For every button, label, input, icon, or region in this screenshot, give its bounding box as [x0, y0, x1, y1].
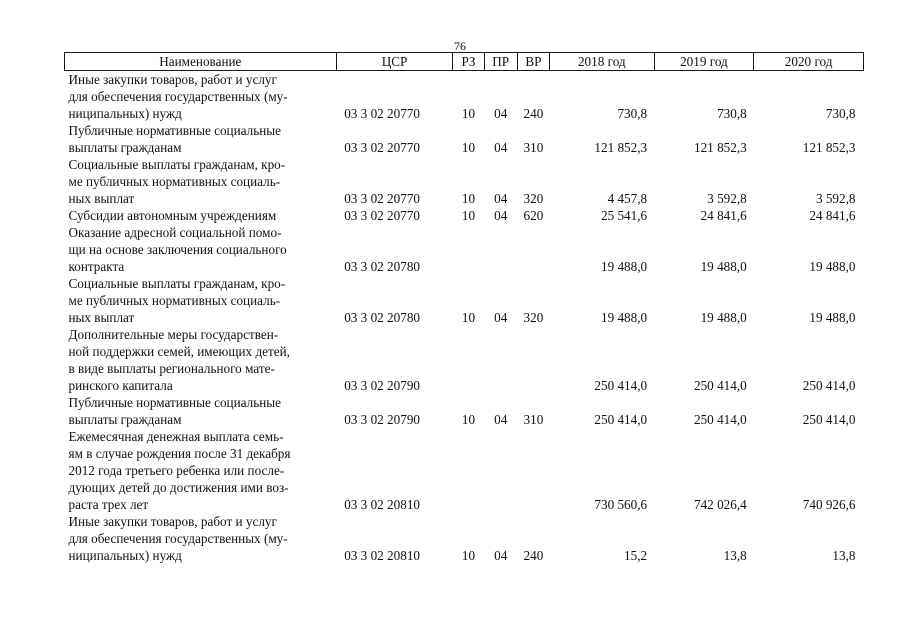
cell-2019: 730,8	[717, 106, 747, 121]
name-line: Публичные нормативные социальные	[68, 395, 281, 410]
cell-csr: 03 3 02 20770	[344, 208, 421, 223]
page-number: 76	[454, 39, 466, 53]
cell-2019: 13,8	[723, 548, 747, 563]
name-line: ных выплат	[68, 310, 135, 325]
name-line: ям в случае рождения после 31 декабря	[68, 446, 291, 461]
cell-pr: 04	[494, 548, 508, 563]
cell-vr: 240	[523, 548, 544, 563]
name-line: Субсидии автономным учреждениям	[68, 208, 277, 223]
cell-2020: 13,8	[832, 548, 856, 563]
cell-name	[65, 224, 337, 275]
cell-2018: 25 541,6	[600, 208, 648, 223]
cell-name	[65, 513, 337, 564]
cell-rz: 10	[461, 191, 476, 206]
cell-2020: 19 488,0	[809, 259, 856, 274]
cell-name	[65, 122, 337, 156]
cell-pr: 04	[494, 191, 508, 206]
cell-csr: 03 3 02 20780	[344, 310, 421, 325]
cell-2020: 3 592,8	[815, 191, 856, 206]
cell-2019: 121 852,3	[693, 140, 747, 155]
cell-name	[65, 156, 337, 207]
cell-2019: 250 414,0	[693, 412, 747, 427]
cell-rz: 10	[461, 412, 476, 427]
cell-vr: 620	[523, 208, 544, 223]
name-line: ниципальных) нужд	[68, 106, 182, 121]
cell-csr: 03 3 02 20790	[344, 378, 421, 393]
table-row	[65, 275, 864, 326]
cell-vr	[517, 224, 549, 275]
header-csr: ЦСР	[336, 53, 453, 71]
header-rz: РЗ	[453, 53, 484, 71]
cell-csr: 03 3 02 20770	[344, 106, 421, 121]
cell-rz	[453, 224, 484, 275]
cell-rz: 10	[461, 140, 476, 155]
budget-table	[64, 52, 864, 564]
cell-pr: 04	[494, 208, 508, 223]
table-row	[65, 513, 864, 564]
name-line: раста трех лет	[68, 497, 149, 512]
cell-2020: 19 488,0	[809, 310, 856, 325]
cell-2020: 730,8	[825, 106, 856, 121]
name-line: Дополнительные меры государствен-	[68, 327, 279, 342]
name-line: 2012 года третьего ребенка или после-	[68, 463, 285, 478]
cell-vr: 310	[523, 140, 544, 155]
table-row	[65, 326, 864, 394]
name-line: ме публичных нормативных социаль-	[68, 293, 281, 308]
cell-vr: 320	[523, 191, 544, 206]
name-line: ной поддержки семей, имеющих детей,	[68, 344, 290, 359]
cell-rz: 10	[461, 548, 476, 563]
name-line: в виде выплаты регионального мате-	[68, 361, 275, 376]
table-row	[65, 428, 864, 513]
cell-2020: 250 414,0	[802, 412, 856, 427]
cell-rz	[453, 428, 484, 513]
cell-2019: 3 592,8	[707, 191, 747, 206]
cell-2018: 15,2	[624, 548, 648, 563]
table-body	[65, 71, 864, 565]
cell-2018: 19 488,0	[600, 259, 648, 274]
cell-2018: 730 560,6	[594, 497, 648, 512]
header-vr: ВР	[517, 53, 549, 71]
table-header	[65, 53, 864, 71]
cell-vr	[517, 428, 549, 513]
cell-name	[65, 326, 337, 394]
table-row	[65, 71, 864, 123]
cell-rz: 10	[461, 106, 476, 121]
name-line: контракта	[68, 259, 125, 274]
name-line: Иные закупки товаров, работ и услуг	[68, 514, 277, 529]
cell-vr: 240	[523, 106, 544, 121]
cell-vr	[517, 326, 549, 394]
cell-2018: 250 414,0	[594, 378, 648, 393]
name-line: Социальные выплаты гражданам, кро-	[68, 157, 286, 172]
cell-2020: 121 852,3	[802, 140, 856, 155]
cell-csr: 03 3 02 20780	[344, 259, 421, 274]
name-line: Социальные выплаты гражданам, кро-	[68, 276, 286, 291]
cell-name	[65, 71, 337, 123]
cell-name	[65, 428, 337, 513]
name-line: выплаты гражданам	[68, 140, 182, 155]
cell-rz: 10	[461, 310, 476, 325]
cell-name	[65, 394, 337, 428]
name-line: для обеспечения государственных (му-	[68, 531, 288, 546]
name-line: дующих детей до достижения ими воз-	[68, 480, 289, 495]
cell-name	[65, 207, 337, 224]
cell-2019: 19 488,0	[700, 259, 747, 274]
cell-2020: 24 841,6	[809, 208, 856, 223]
cell-2018: 730,8	[617, 106, 648, 121]
table-row	[65, 207, 864, 224]
name-line: ме публичных нормативных социаль-	[68, 174, 281, 189]
cell-csr: 03 3 02 20770	[344, 191, 421, 206]
cell-2020: 740 926,6	[802, 497, 856, 512]
cell-2019: 742 026,4	[693, 497, 747, 512]
name-line: Иные закупки товаров, работ и услуг	[68, 72, 277, 87]
cell-2018: 250 414,0	[594, 412, 648, 427]
cell-2019: 250 414,0	[693, 378, 747, 393]
cell-pr	[484, 326, 517, 394]
table-row	[65, 156, 864, 207]
name-line: Оказание адресной социальной помо-	[68, 225, 282, 240]
table-row	[65, 122, 864, 156]
cell-vr: 320	[523, 310, 544, 325]
header-2019: 2019 год	[654, 53, 754, 71]
cell-2018: 4 457,8	[607, 191, 648, 206]
cell-rz: 10	[461, 208, 476, 223]
table-row	[65, 394, 864, 428]
name-line: ных выплат	[68, 191, 135, 206]
table-row	[65, 224, 864, 275]
cell-2019: 19 488,0	[700, 310, 747, 325]
name-line: Публичные нормативные социальные	[68, 123, 281, 138]
cell-rz	[453, 326, 484, 394]
cell-pr: 04	[494, 310, 508, 325]
name-line: ниципальных) нужд	[68, 548, 182, 563]
cell-csr: 03 3 02 20790	[344, 412, 421, 427]
cell-csr: 03 3 02 20810	[344, 497, 421, 512]
cell-2019: 24 841,6	[700, 208, 747, 223]
header-2018: 2018 год	[549, 53, 654, 71]
header-2020: 2020 год	[754, 53, 864, 71]
cell-pr: 04	[494, 106, 508, 121]
name-line: выплаты гражданам	[68, 412, 182, 427]
cell-pr	[484, 224, 517, 275]
name-line: ринского капитала	[68, 378, 173, 393]
name-line: Ежемесячная денежная выплата семь-	[68, 429, 284, 444]
cell-pr	[484, 428, 517, 513]
cell-name	[65, 275, 337, 326]
cell-2018: 121 852,3	[594, 140, 648, 155]
cell-csr: 03 3 02 20810	[344, 548, 421, 563]
cell-pr: 04	[494, 412, 508, 427]
cell-csr: 03 3 02 20770	[344, 140, 421, 155]
cell-vr: 310	[523, 412, 544, 427]
cell-pr: 04	[494, 140, 508, 155]
name-line: для обеспечения государственных (му-	[68, 89, 288, 104]
name-line: щи на основе заключения социального	[68, 242, 287, 257]
cell-2020: 250 414,0	[802, 378, 856, 393]
header-pr: ПР	[484, 53, 517, 71]
header-name: Наименование	[65, 53, 337, 71]
cell-2018: 19 488,0	[600, 310, 648, 325]
